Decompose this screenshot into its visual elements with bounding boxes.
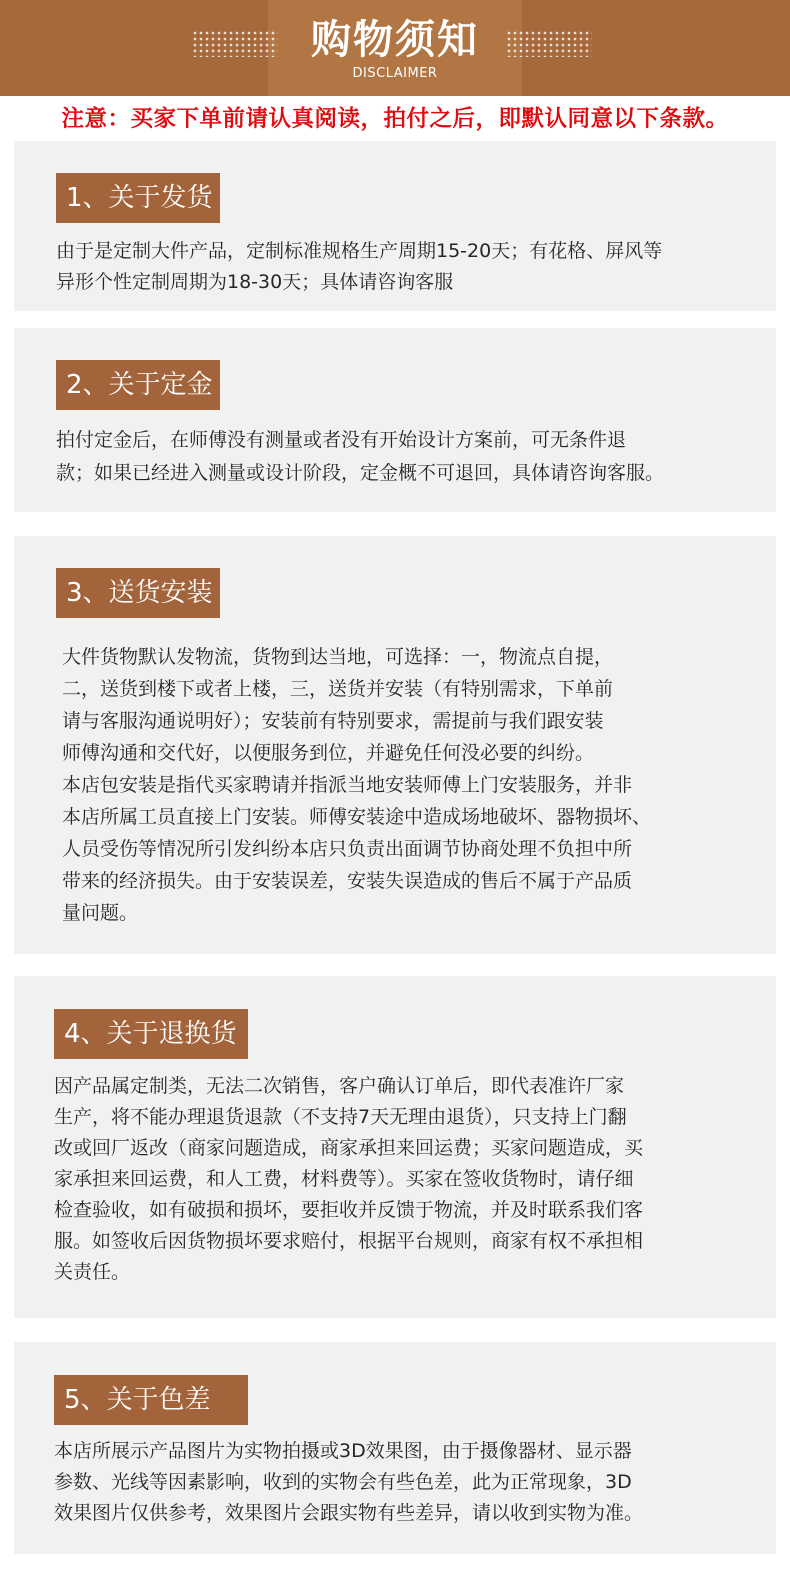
section-body-deposit: 拍付定金后，在师傅没有测量或者没有开始设计方案前，可无条件退 款；如果已经进入测量或设计阶段，定金概不可退回，具体请咨询客服。	[56, 429, 665, 484]
section-card-returns	[14, 976, 776, 1318]
section-body-shipping: 由于是定制大件产品，定制标准规格生产周期15-20天；有花格、屏风等 异形个性定制周期为18-30天；具体请咨询客服	[56, 240, 663, 293]
section-title-delivery-installation: 3、送货安装	[56, 568, 220, 618]
header-banner	[0, 0, 790, 96]
notice-text: 注意：买家下单前请认真阅读，拍付之后，即默认同意以下条款。	[61, 106, 729, 132]
section-body-returns: 因产品属定制类，无法二次销售，客户确认订单后，即代表准许厂家 生产，将不能办理退货退款（不支持7天无理由退货），只支持上门翻 改或回厂返改（商家问题造成，商家承担来回运费；买家问题造成，买 家承担来回运费，和人工费，材料费等）。买家在签收货物时，请仔细 检查验收，如有破损和损坏，要拒收并反馈于物流，并及时联系我们客 服。如签收后因货物损坏要求赔付，根据平台规则，商家有权不承担相 关责任。	[54, 1075, 644, 1283]
section-title-color-difference: 5、关于色差	[54, 1375, 248, 1425]
section-body-delivery-installation: 大件货物默认发物流，货物到达当地，可选择：一，物流点自提， 二，送货到楼下或者上楼，三，送货并安装（有特别需求，下单前 请与客服沟通说明好）；安装前有特别要求，需提前与我们跟安装 师傅沟通和交代好，以便服务到位，并避免任何没必要的纠纷。 本店包安装是指代买家聘请并指派当地安装师傅上门安装服务，并非 本店所属工员直接上门安装。师傅安装途中造成场地破坏、器物损坏、 人员受伤等情况所引发纠纷本店只负责出面调节协商处理不负担中所 带来的经济损失。由于安装误差，安装失误造成的售后不属于产品质 量问题。	[62, 646, 652, 924]
section-card-deposit	[14, 328, 776, 512]
section-card-shipping	[14, 141, 776, 311]
page-subtitle: DISCLAIMER	[352, 66, 438, 81]
section-card-delivery-installation	[14, 536, 776, 954]
section-card-color-difference	[14, 1342, 776, 1554]
section-body-color-difference: 本店所展示产品图片为实物拍摄或3D效果图，由于摄像器材、显示器 参数、光线等因素影响，收到的实物会有些色差，此为正常现象，3D 效果图片仅供参考，效果图片会跟实物有些差异，请以收到实物为准。	[54, 1440, 644, 1524]
page-title: 购物须知	[311, 17, 479, 63]
section-title-shipping: 1、关于发货	[56, 173, 220, 223]
section-title-deposit: 2、关于定金	[56, 360, 220, 410]
section-title-returns: 4、关于退换货	[54, 1009, 248, 1059]
